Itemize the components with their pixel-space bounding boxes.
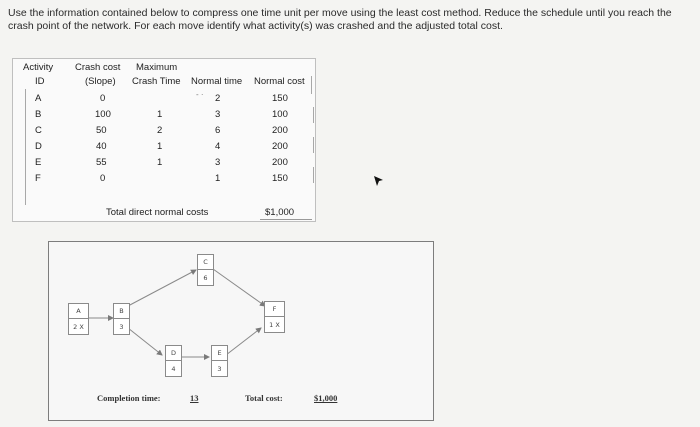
completion-time-label: Completion time: xyxy=(97,393,161,403)
node-b xyxy=(113,303,130,335)
row-normal-time: 3 xyxy=(215,157,221,168)
row-slope: 0 xyxy=(100,93,106,104)
header-crash-time: Crash Time xyxy=(132,76,181,87)
node-duration: 3 xyxy=(119,323,124,331)
header-normal-time: Normal time xyxy=(191,76,243,87)
node-label: A xyxy=(69,304,88,319)
node-label: C xyxy=(198,255,213,270)
row-max: 1 xyxy=(157,141,163,152)
row-normal-cost: 150 xyxy=(272,173,288,184)
row-max: 2 xyxy=(157,125,163,136)
row-normal-cost: 200 xyxy=(272,157,288,168)
total-label: Total direct normal costs xyxy=(106,207,209,218)
header-crash-cost: Crash cost xyxy=(75,62,121,73)
node-duration: 6 xyxy=(203,274,208,282)
total-cost-label: Total cost: xyxy=(245,393,283,403)
annotation-mark: - · xyxy=(196,90,204,99)
header-id: ID xyxy=(35,76,45,87)
node-duration: 3 xyxy=(217,365,222,373)
completion-time-value: 13 xyxy=(190,393,199,403)
header-slope: (Slope) xyxy=(85,76,116,87)
row-normal-cost: 150 xyxy=(272,93,288,104)
activity-table xyxy=(12,58,316,222)
row-slope: 40 xyxy=(96,141,107,152)
row-normal-time: 3 xyxy=(215,109,221,120)
total-value: $1,000 xyxy=(265,207,295,218)
row-slope: 100 xyxy=(95,109,111,120)
node-duration: 1 X xyxy=(269,321,280,329)
row-id: F xyxy=(35,173,41,184)
node-c xyxy=(197,254,214,286)
node-label: D xyxy=(166,346,181,361)
row-normal-time: 2 xyxy=(215,93,221,104)
row-max: 1 xyxy=(157,109,163,120)
node-duration: 2 X xyxy=(73,323,84,331)
row-slope: 55 xyxy=(96,157,107,168)
row-max: 1 xyxy=(157,157,163,168)
node-d xyxy=(165,345,182,377)
row-id: A xyxy=(35,93,42,104)
node-label: B xyxy=(114,304,129,319)
row-normal-time: 6 xyxy=(215,125,221,136)
row-id: B xyxy=(35,109,42,120)
header-activity: Activity xyxy=(23,62,54,73)
node-a xyxy=(68,303,89,335)
header-normal-cost: Normal cost xyxy=(254,76,305,87)
row-slope: 50 xyxy=(96,125,107,136)
row-normal-cost: 100 xyxy=(272,109,288,120)
instructions-text: Use the information contained below to compress one time unit per move using the least cost method. Reduce the schedule until you reach the crash point of the network. For each move identify what activity(s) was crashed and the adjusted total cost. xyxy=(8,7,672,32)
node-label: F xyxy=(265,302,284,317)
node-label: E xyxy=(212,346,227,361)
row-normal-time: 1 xyxy=(215,173,221,184)
node-e xyxy=(211,345,228,377)
row-id: D xyxy=(35,141,42,152)
total-cost-value: $1,000 xyxy=(314,393,338,403)
row-normal-time: 4 xyxy=(215,141,221,152)
network-diagram xyxy=(48,241,434,421)
row-id: C xyxy=(35,125,42,136)
row-normal-cost: 200 xyxy=(272,141,288,152)
mouse-cursor-icon xyxy=(373,175,385,189)
header-maximum: Maximum xyxy=(136,62,178,73)
row-id: E xyxy=(35,157,42,168)
row-slope: 0 xyxy=(100,173,106,184)
node-duration: 4 xyxy=(171,365,176,373)
row-normal-cost: 200 xyxy=(272,125,288,136)
node-f xyxy=(264,301,285,333)
